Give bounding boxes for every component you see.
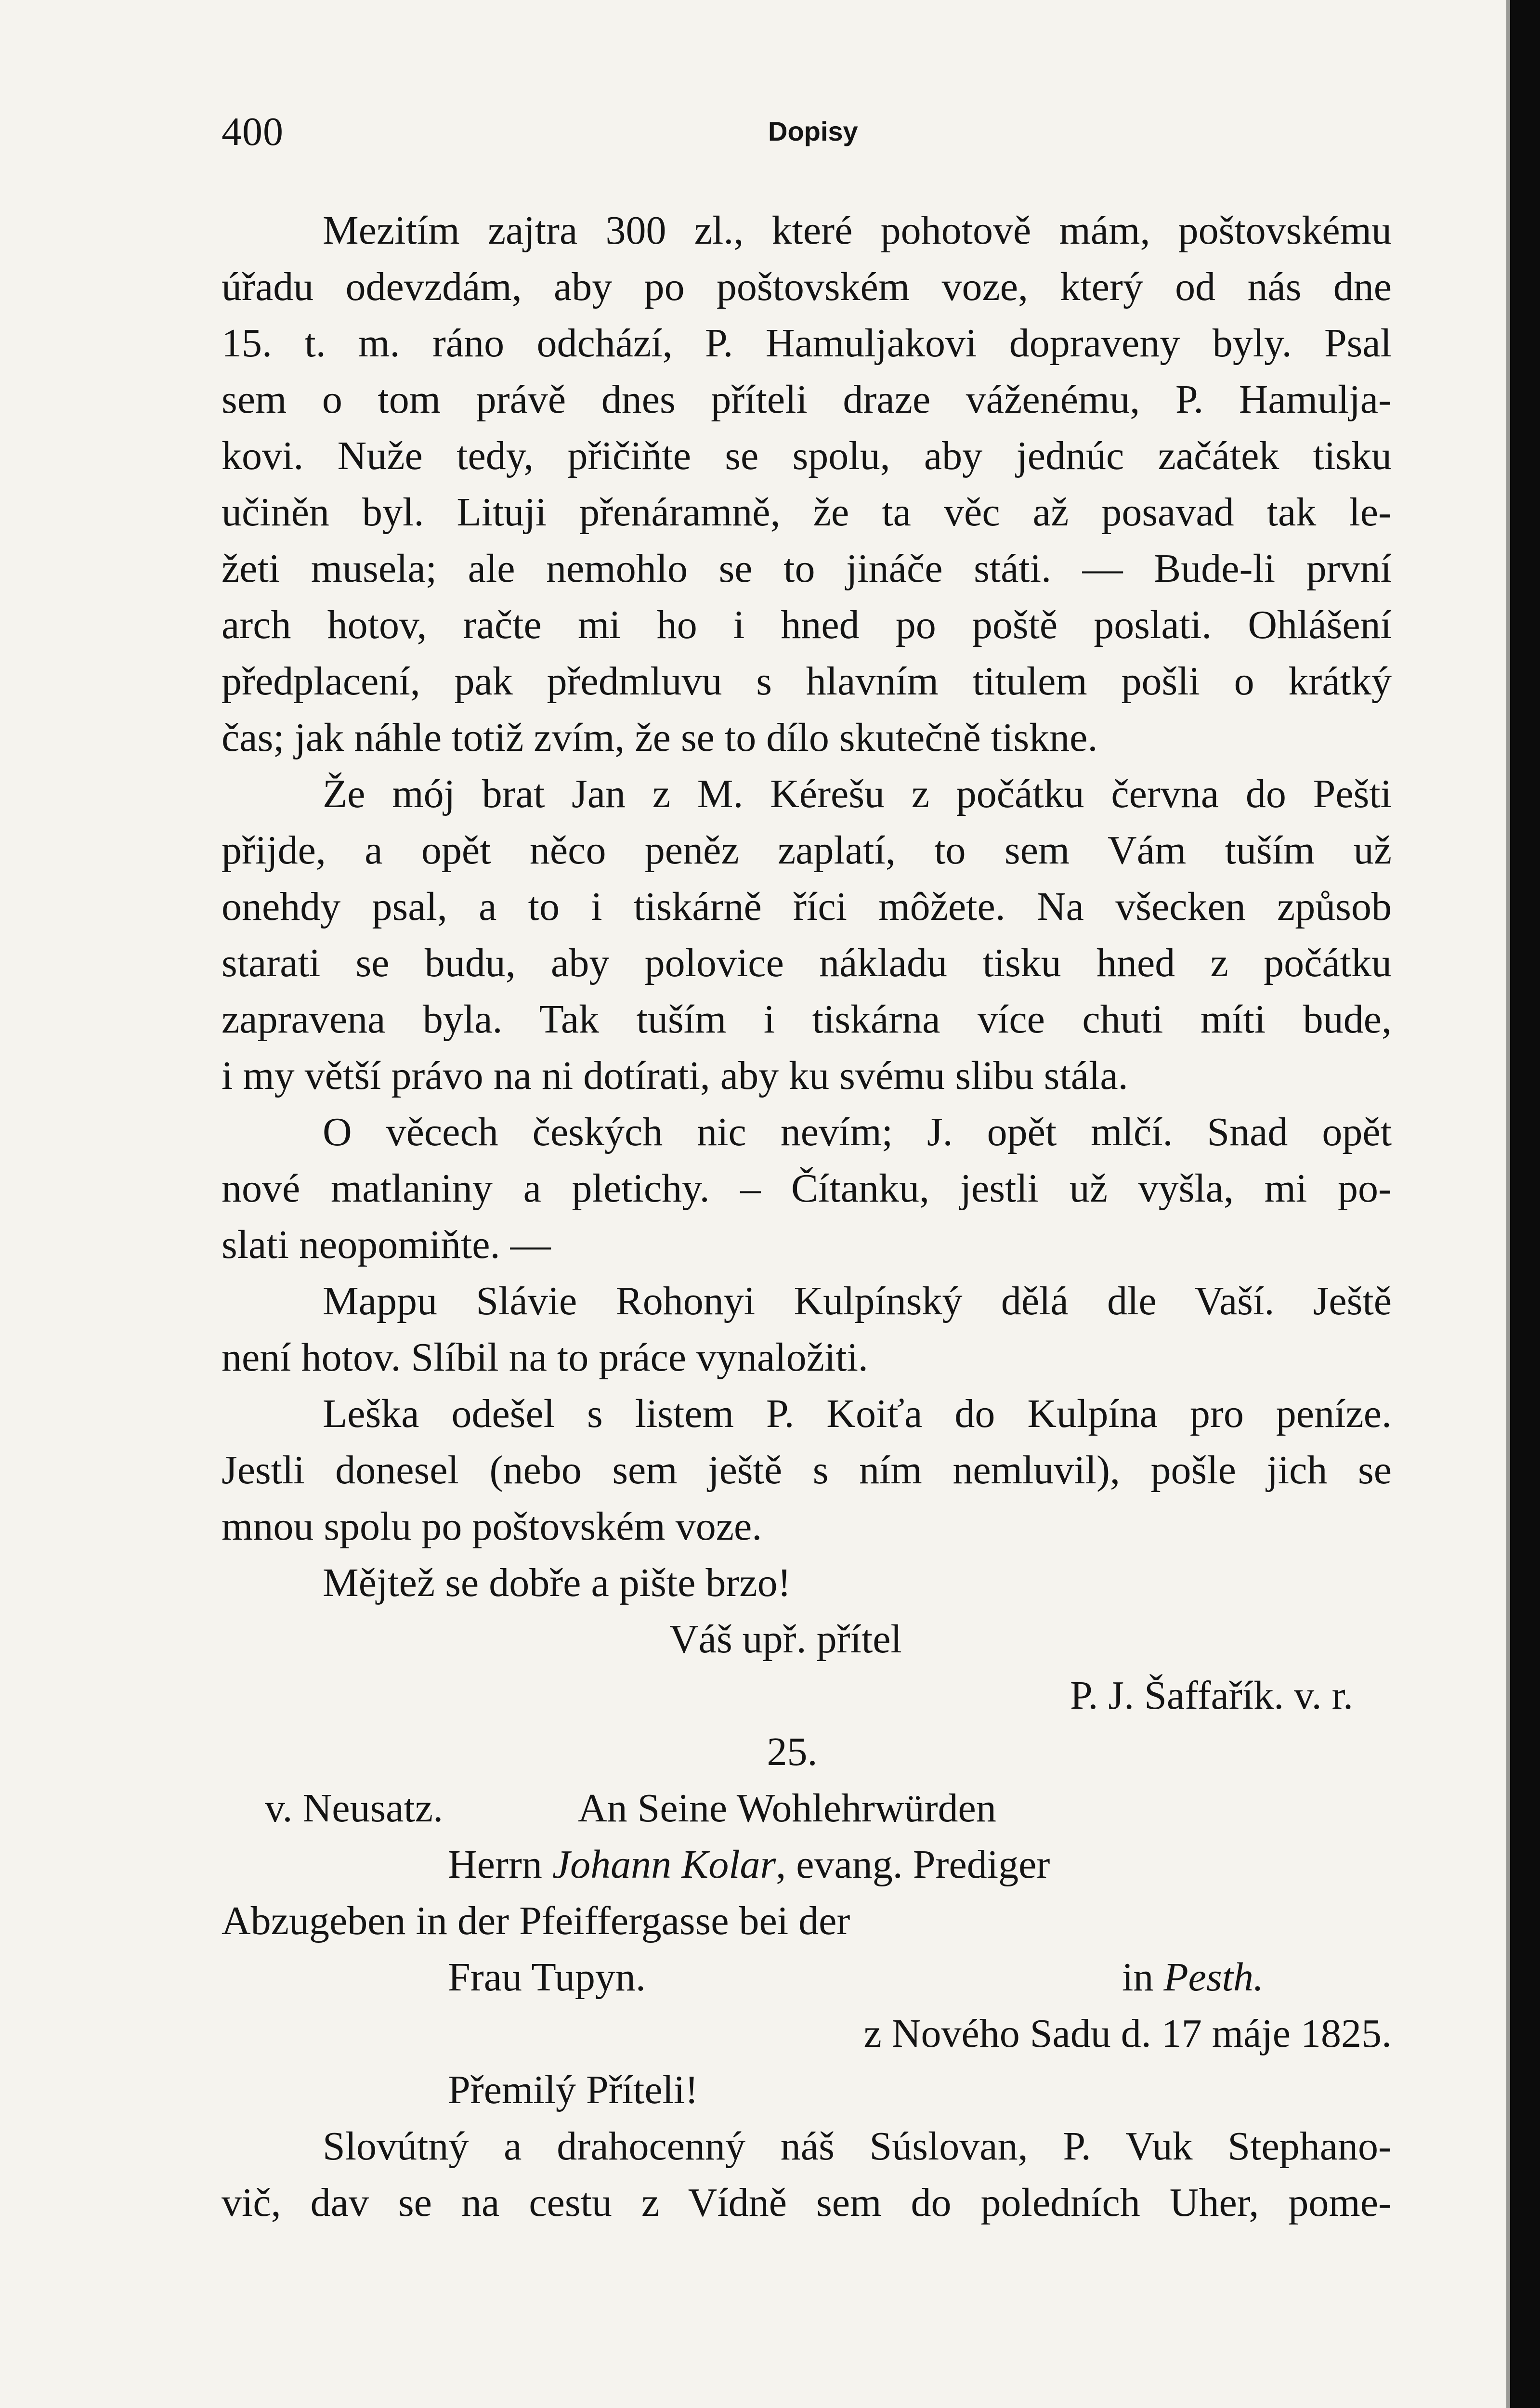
text-line: učiněn byl. Lituji přenáramně, že ta věc až posavad tak le- xyxy=(222,490,1392,535)
text-line: O věcech českých nic nevím; J. opět mlčí. Snad opět xyxy=(323,1110,1392,1154)
page-header xyxy=(222,108,1392,166)
address-line: Abzugeben in der Pfeiffergasse bei der xyxy=(222,1898,850,1943)
text-line: starati se budu, aby polovice nákladu tisku hned z počátku xyxy=(222,941,1392,985)
address-city: Pesth. xyxy=(1163,1955,1264,2000)
text-line: úřadu odevzdám, aby po poštovském voze, který od nás dne xyxy=(222,264,1392,309)
text-line: Mezitím zajtra 300 zl., které pohotově mám, poštovskému xyxy=(323,208,1392,253)
text-line: žeti musela; ale nemohlo se to jináče státi. — Bude-li první xyxy=(222,546,1392,591)
address-herrn: Herrn xyxy=(448,1842,542,1887)
letter-closing xyxy=(222,1611,1392,1667)
text-line: onehdy psal, a to i tiskárně říci môžete. Na všecken způsob xyxy=(222,884,1392,929)
text-line: slati neopomiňte. — xyxy=(222,1222,551,1267)
text-line: předplacení, pak předmluvu s hlavním titulem pošli o krátký xyxy=(222,659,1392,704)
page-edge-shadow xyxy=(1506,0,1510,2408)
text-line: Jestli donesel (nebo sem ještě s ním nemluvil), pošle jich se xyxy=(222,1448,1392,1492)
page-edge xyxy=(1510,0,1540,2408)
text-line: mnou spolu po poštovském voze. xyxy=(222,1504,762,1549)
address-recipient: An Seine Wohlehrwürden xyxy=(578,1786,996,1831)
text-line: Slovútný a drahocenný náš Súslovan, P. Vuk Stephano- xyxy=(323,2124,1392,2169)
signature: P. J. Šaffařík. v. r. xyxy=(1070,1673,1353,1718)
text-line: sem o tom právě dnes příteli draze váženému, P. Hamulja- xyxy=(222,377,1392,422)
text-line: Že mój brat Jan z M. Kérešu z počátku června do Pešti xyxy=(323,772,1392,816)
address-origin: v. Neusatz. xyxy=(265,1786,444,1831)
address-city-line xyxy=(1122,1949,1264,2005)
running-head: Dopisy xyxy=(768,116,858,146)
letter-number: 25. xyxy=(767,1729,818,1774)
text-line: zapravena byla. Tak tuším i tiskárna více chuti míti bude, xyxy=(222,997,1392,1042)
address-in: in xyxy=(1122,1955,1154,2000)
text-line: kovi. Nuže tedy, přičiňte se spolu, aby jednúc začátek tisku xyxy=(222,433,1392,478)
dateline: z Nového Sadu d. 17 máje 1825. xyxy=(863,2011,1392,2056)
recipient-title: , evang. Prediger xyxy=(776,1842,1050,1887)
address-name-line xyxy=(448,1836,1050,1893)
text-line: vič, dav se na cestu z Vídně sem do poledních Uher, pome- xyxy=(222,2180,1392,2225)
text-line: Leška odešel s listem P. Koiťa do Kulpína pro peníze. xyxy=(323,1391,1392,1436)
text-line: Mappu Slávie Rohonyi Kulpínský dělá dle Vaší. Ještě xyxy=(323,1279,1392,1323)
text-line: i my větší právo na ni dotírati, aby ku svému slibu stála. xyxy=(222,1053,1128,1098)
text-line: arch hotov, račte mi ho i hned po poště poslati. Ohlášení xyxy=(222,602,1392,647)
address-line xyxy=(222,1949,1392,2005)
text-line: nové matlaniny a pletichy. – Čítanku, jestli už vyšla, mi po- xyxy=(222,1166,1392,1211)
text-line: 15. t. m. ráno odchází, P. Hamuljakovi dopraveny byly. Psal xyxy=(222,321,1392,366)
recipient-name: Johann Kolar xyxy=(552,1842,776,1887)
address-line xyxy=(222,1780,1392,1836)
text-line: přijde, a opět něco peněz zaplatí, to sem Vám tuším už xyxy=(222,828,1392,873)
address-name: Frau Tupyn. xyxy=(448,1955,646,2000)
salutation-line xyxy=(222,2062,1392,2118)
text-line: čas; jak náhle totiž zvím, že se to dílo skutečně tiskne. xyxy=(222,715,1098,760)
page-number: 400 xyxy=(222,109,284,154)
text-line: není hotov. Slíbil na to práce vynaložiti. xyxy=(222,1335,868,1380)
closing-text: Váš upř. přítel xyxy=(669,1617,902,1662)
text-line: Mějtež se dobře a pište brzo! xyxy=(323,1560,791,1605)
page-body xyxy=(222,202,1392,2231)
salutation: Přemilý Příteli! xyxy=(448,2068,699,2112)
address-line xyxy=(222,1836,1392,1893)
